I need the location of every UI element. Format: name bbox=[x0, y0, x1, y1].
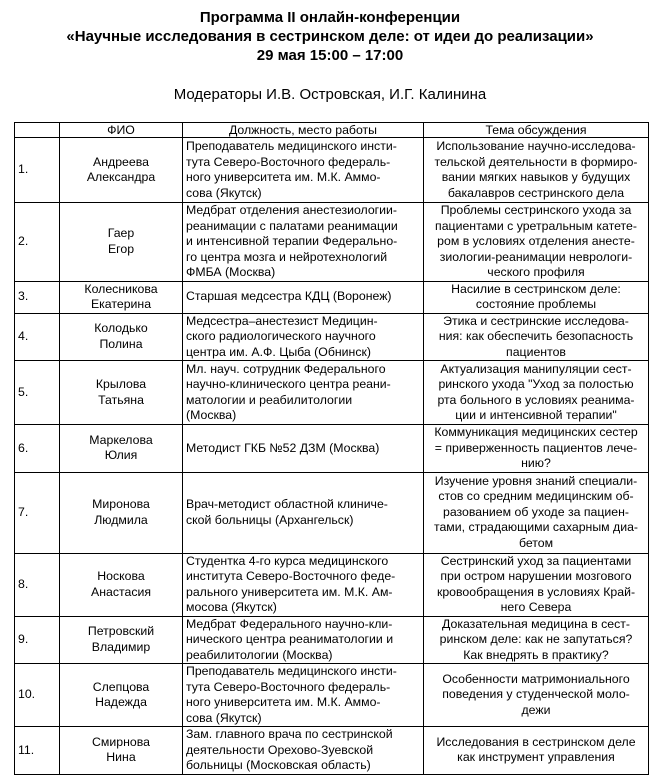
moderators-line: Модераторы И.В. Островская, И.Г. Калинина bbox=[173, 86, 487, 103]
topic-line: Особенности матримониального bbox=[442, 671, 630, 686]
participant-name-line: Носкова bbox=[97, 569, 145, 583]
participant-name bbox=[60, 425, 183, 473]
participant-name-line: Екатерина bbox=[90, 297, 152, 311]
participant-position bbox=[183, 727, 424, 775]
position-line: сова (Якутск) bbox=[186, 710, 262, 725]
position-line: ного университета им. М.К. Аммо- bbox=[186, 695, 381, 709]
topic-line: состояние проблемы bbox=[475, 297, 597, 311]
table-header-row bbox=[15, 123, 649, 138]
participant-name-line: Людмила bbox=[94, 512, 148, 527]
table-row bbox=[15, 361, 649, 425]
position-line: Преподаватель медицинского инсти- bbox=[186, 664, 397, 678]
topic-line: при остром нарушении мозгового bbox=[440, 569, 632, 583]
participant-name bbox=[60, 472, 183, 553]
row-number: 6. bbox=[15, 425, 60, 473]
participant-name-line: Анастасия bbox=[91, 584, 151, 599]
discussion-topic bbox=[424, 313, 649, 361]
participant-position bbox=[183, 664, 424, 727]
topic-line: бетом bbox=[518, 535, 554, 550]
participant-name-line: Колодько bbox=[94, 321, 148, 336]
participant-name-line: Андреева bbox=[93, 154, 149, 169]
table-row bbox=[15, 472, 649, 553]
position-line: Зам. главного врача по сестринской bbox=[186, 727, 393, 741]
position-line: Студентка 4-го курса медицинского bbox=[186, 553, 389, 568]
position-line: ФМБА (Москва) bbox=[186, 265, 276, 279]
position-line: Преподаватель медицинского инсти- bbox=[186, 139, 397, 153]
participant-name bbox=[60, 138, 183, 203]
position-line: Методист ГКБ №52 ДЗМ (Москва) bbox=[186, 440, 380, 455]
discussion-topic bbox=[424, 425, 649, 473]
title-line-2: «Научные исследования в сестринском деле: от идеи до реализации» bbox=[66, 28, 594, 45]
participant-name bbox=[60, 553, 183, 616]
topic-line: ции и интенсивной терапии" bbox=[455, 408, 617, 422]
document-header bbox=[0, 8, 660, 65]
participant-position bbox=[183, 313, 424, 361]
discussion-topic bbox=[424, 727, 649, 775]
participant-name-line: Колесникова bbox=[84, 281, 158, 296]
table-row bbox=[15, 727, 649, 775]
topic-line: кровообращения в условиях Край- bbox=[436, 584, 636, 599]
table-row bbox=[15, 203, 649, 282]
position-line: центра им. А.Ф. Цыба (Обнинск) bbox=[186, 344, 371, 359]
position-line: больницы (Московская область) bbox=[186, 758, 371, 772]
topic-line: Исследования в сестринском деле bbox=[436, 734, 636, 749]
participant-position bbox=[183, 138, 424, 203]
discussion-topic bbox=[424, 616, 649, 664]
position-line: и интенсивной терапии Федерально- bbox=[186, 234, 398, 248]
column-header-topic: Тема обсуждения bbox=[424, 123, 649, 138]
position-line: реабилитологии (Москва) bbox=[186, 647, 333, 662]
participant-name bbox=[60, 361, 183, 425]
row-number: 2. bbox=[15, 203, 60, 282]
participant-position bbox=[183, 472, 424, 553]
topic-line: Как внедрять в практику? bbox=[463, 647, 609, 662]
topic-line: Изучение уровня знаний специали- bbox=[434, 473, 638, 488]
topic-line: пациентов bbox=[506, 344, 566, 359]
participant-name bbox=[60, 664, 183, 727]
topic-line: как инструмент управления bbox=[457, 750, 615, 765]
table-row bbox=[15, 138, 649, 203]
row-number: 10. bbox=[15, 664, 60, 727]
participant-name bbox=[60, 616, 183, 664]
topic-line: Использование научно-исследова- bbox=[436, 139, 636, 153]
row-number: 7. bbox=[15, 472, 60, 553]
participant-name bbox=[60, 281, 183, 313]
participant-position bbox=[183, 203, 424, 282]
row-number: 11. bbox=[15, 727, 60, 775]
position-line: института Северо-Восточного феде- bbox=[186, 569, 396, 583]
discussion-topic bbox=[424, 203, 649, 282]
participant-name-line: Гаер bbox=[107, 226, 135, 241]
position-line: научно-клинического центра реани- bbox=[186, 377, 391, 391]
participant-name-line: Егор bbox=[107, 241, 135, 256]
participant-name bbox=[60, 313, 183, 361]
topic-line: пациентами с уретральным катете- bbox=[435, 218, 637, 233]
participant-position bbox=[183, 361, 424, 425]
position-line: тута Северо-Восточного федераль- bbox=[186, 154, 391, 169]
participant-name-line: Крылова bbox=[95, 377, 147, 391]
discussion-topic bbox=[424, 361, 649, 425]
topic-line: Коммуникация медицинских сестер bbox=[434, 425, 638, 439]
column-header-number bbox=[15, 123, 60, 138]
position-line: Врач-методист областной клиниче- bbox=[186, 497, 388, 511]
row-number: 1. bbox=[15, 138, 60, 203]
participant-position bbox=[183, 553, 424, 616]
title-line-3: 29 мая 15:00 – 17:00 bbox=[256, 47, 404, 64]
topic-line: дежи bbox=[521, 702, 551, 717]
position-line: ского радиологического научного bbox=[186, 329, 376, 343]
discussion-topic bbox=[424, 472, 649, 553]
topic-line: Доказательная медицина в сест- bbox=[442, 616, 630, 631]
topic-line: вании мягких навыков у будущих bbox=[441, 170, 631, 184]
topic-line: Проблемы сестринского ухода за bbox=[440, 203, 632, 217]
position-line: ской больницы (Архангельск) bbox=[186, 512, 354, 527]
topic-line: стов со средним медицинским об- bbox=[438, 489, 634, 504]
topic-line: рта больного в условиях реанима- bbox=[437, 392, 635, 407]
participant-name-line: Надежда bbox=[95, 695, 147, 709]
topic-line: бакалавров сестринского дела bbox=[447, 185, 625, 200]
participant-name-line: Александра bbox=[86, 170, 156, 184]
table-row bbox=[15, 553, 649, 616]
table-row bbox=[15, 664, 649, 727]
position-line: матологии и реабилитологии bbox=[186, 392, 353, 407]
position-line: Медбрат Федерального научно-кли- bbox=[186, 616, 393, 631]
discussion-topic bbox=[424, 664, 649, 727]
row-number: 9. bbox=[15, 616, 60, 664]
participant-name-line: Владимир bbox=[91, 639, 151, 654]
position-line: Старшая медсестра КДЦ (Воронеж) bbox=[186, 289, 392, 304]
discussion-topic bbox=[424, 553, 649, 616]
position-line: мосова (Якутск) bbox=[186, 600, 277, 614]
topic-line: Этика и сестринские исследова- bbox=[443, 313, 629, 328]
participant-position bbox=[183, 425, 424, 473]
participant-position bbox=[183, 281, 424, 313]
row-number: 8. bbox=[15, 553, 60, 616]
position-line: го центра мозга и нейротехнологий bbox=[186, 249, 388, 264]
topic-line: Актуализация манипуляции сест- bbox=[440, 361, 632, 376]
program-table bbox=[14, 122, 649, 775]
topic-line: тельской деятельности в формиро- bbox=[434, 154, 638, 169]
position-line: Медсестра–анестезист Медицин- bbox=[186, 313, 378, 328]
position-line: (Москва) bbox=[186, 408, 237, 422]
table-row bbox=[15, 281, 649, 313]
participant-name-line: Татьяна bbox=[98, 392, 144, 407]
position-line: Медбрат отделения анестезиологии- bbox=[186, 203, 397, 217]
topic-line: Сестринский уход за пациентами bbox=[440, 553, 632, 568]
participant-name-line: Петровский bbox=[87, 624, 155, 639]
position-line: деятельности Орехово-Зуевской bbox=[186, 742, 374, 757]
table-row bbox=[15, 425, 649, 473]
topic-line: поведения у студенческой моло- bbox=[442, 687, 630, 702]
position-line: ного университета им. М.К. Аммо- bbox=[186, 170, 381, 184]
position-line: сова (Якутск) bbox=[186, 185, 262, 200]
topic-line: нию? bbox=[521, 456, 551, 470]
topic-line: ринского ухода "Уход за полостью bbox=[438, 377, 634, 391]
column-header-fio: ФИО bbox=[60, 123, 183, 138]
participant-name-line: Юлия bbox=[104, 448, 138, 463]
participant-name-line: Смирнова bbox=[92, 734, 150, 749]
table-body bbox=[15, 138, 649, 775]
topic-line: ния: как обеспечить безопасность bbox=[438, 329, 634, 343]
title-line-1: Программа II онлайн-конференции bbox=[199, 9, 461, 26]
topic-line: зиологии-реанимации неврологи- bbox=[439, 249, 633, 264]
participant-name-line: Маркелова bbox=[89, 432, 153, 447]
participant-name-line: Полина bbox=[99, 336, 143, 351]
position-line: тута Северо-Восточного федераль- bbox=[186, 679, 391, 694]
position-line: нического центра реаниматологии и bbox=[186, 632, 394, 646]
row-number: 5. bbox=[15, 361, 60, 425]
column-header-position: Должность, место работы bbox=[183, 123, 424, 138]
position-line: рального университета им. М.К. Ам- bbox=[186, 584, 393, 599]
discussion-topic bbox=[424, 138, 649, 203]
topic-line: тами, страдающими сахарным диа- bbox=[433, 520, 639, 535]
row-number: 4. bbox=[15, 313, 60, 361]
participant-name-line: Слепцова bbox=[92, 679, 150, 694]
topic-line: ринском деле: как не запутаться? bbox=[439, 632, 633, 646]
table-row bbox=[15, 313, 649, 361]
row-number: 3. bbox=[15, 281, 60, 313]
position-line: реанимации с палатами реанимации bbox=[186, 218, 398, 233]
participant-name-line: Нина bbox=[106, 750, 136, 765]
table-row bbox=[15, 616, 649, 664]
topic-line: = приверженность пациентов лече- bbox=[434, 440, 638, 455]
topic-line: ром в условиях отделения анесте- bbox=[437, 234, 635, 248]
position-line: Мл. науч. сотрудник Федерального bbox=[186, 361, 386, 376]
topic-line: него Севера bbox=[500, 600, 572, 614]
participant-position bbox=[183, 616, 424, 664]
participant-name bbox=[60, 203, 183, 282]
topic-line: Насилие в сестринском деле: bbox=[451, 281, 621, 296]
topic-line: разованием об уходе за пациен- bbox=[443, 504, 629, 519]
discussion-topic bbox=[424, 281, 649, 313]
topic-line: ческого профиля bbox=[487, 265, 585, 279]
participant-name bbox=[60, 727, 183, 775]
participant-name-line: Миронова bbox=[92, 497, 150, 511]
